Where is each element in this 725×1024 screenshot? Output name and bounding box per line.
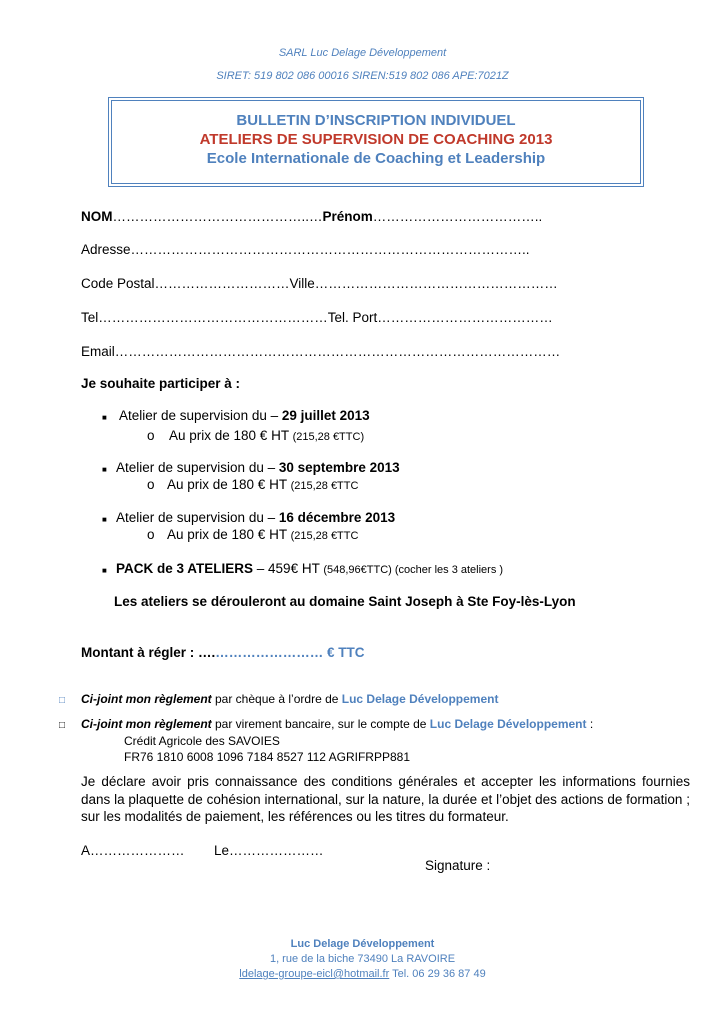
amount-label: Montant à régler : …. — [81, 645, 216, 660]
signature-label: Signature : — [425, 858, 491, 873]
location-note: Les ateliers se dérouleront au domaine Saint Joseph à Ste Foy-lès-Lyon — [114, 594, 576, 609]
workshop-1-option[interactable] — [102, 408, 370, 423]
footer-address: 1, rue de la biche 73490 La RAVOIRE — [269, 953, 456, 965]
checkbox-icon[interactable]: ■ — [102, 465, 107, 474]
bullet-icon: o — [147, 527, 155, 542]
workshop-1-price — [147, 428, 364, 443]
company-name: Luc Delage Développement — [310, 47, 447, 59]
workshop-3-price-ht: Au prix de 180 € HT — [167, 527, 291, 542]
nom-label: NOM — [81, 209, 113, 224]
workshop-2-option[interactable] — [102, 460, 400, 475]
name-field[interactable] — [81, 209, 542, 224]
workshop-1-price-ttc: (215,28 €TTC) — [292, 431, 365, 443]
pack-label: PACK de 3 ATELIERS — [116, 561, 254, 576]
footer-phone: Tel. 06 29 36 87 49 — [389, 968, 486, 980]
cheque-company: Luc Delage Développement — [341, 692, 499, 706]
bullet-icon: o — [147, 428, 155, 443]
address-field[interactable]: Adresse…………………………………………………………………………….. — [81, 242, 530, 257]
iban: FR76 1810 6008 1096 7184 8527 112 AGRIFRPP881 — [124, 750, 410, 764]
pack-price: – 459€ HT — [253, 561, 324, 576]
place-field[interactable]: A………………… — [81, 843, 185, 858]
footer-company: Luc Delage Développement — [290, 938, 435, 950]
bank-name: Crédit Agricole des SAVOIES — [124, 734, 280, 748]
workshop-3-option[interactable] — [102, 510, 395, 525]
workshop-2-price — [147, 477, 358, 492]
workshop-2-price-ttc: (215,28 €TTC — [290, 480, 359, 492]
footer-email-link[interactable]: ldelage-groupe-eicl@hotmail.fr — [239, 968, 390, 980]
checkbox-icon[interactable]: □ — [59, 695, 66, 706]
pack-note: (548,96€TTC) (cocher les 3 ateliers ) — [323, 564, 504, 576]
workshop-1-price-ht: Au prix de 180 € HT — [169, 428, 293, 443]
transfer-company: Luc Delage Développement — [429, 717, 587, 731]
company-line — [0, 47, 725, 59]
transfer-text: par virement bancaire, sur le compte de — [211, 717, 430, 731]
title-line-1: BULLETIN D’INSCRIPTION INDIVIDUEL — [236, 112, 516, 129]
transfer-label: Ci-joint mon règlement — [81, 717, 212, 731]
phone-field[interactable]: Tel……………………………………………Tel. Port………………………………… — [81, 310, 553, 325]
cheque-label: Ci-joint mon règlement — [81, 692, 212, 706]
prenom-dots[interactable]: ……………………………….. — [372, 209, 543, 224]
prenom-label: Prénom — [322, 209, 373, 224]
workshop-3-date: 16 décembre 2013 — [278, 510, 396, 525]
postal-city-field[interactable]: Code Postal…………………………Ville……………………………………………… — [81, 276, 558, 291]
amount-line[interactable] — [81, 645, 365, 660]
amount-value[interactable]: …………………… € TTC — [215, 645, 365, 660]
title-line-2: ATELIERS DE SUPERVISION DE COACHING 2013 — [199, 131, 553, 148]
title-line-3: Ecole Internationale de Coaching et Leadership — [206, 150, 546, 167]
payment-transfer-option[interactable] — [59, 717, 593, 731]
nom-dots[interactable]: ……………………………………..… — [112, 209, 323, 224]
workshop-1-label: Atelier de supervision du – — [116, 408, 282, 423]
date-field[interactable]: Le………………… — [214, 843, 324, 858]
bullet-icon: o — [147, 477, 155, 492]
workshop-3-price — [147, 527, 358, 542]
pack-option[interactable] — [102, 561, 503, 576]
workshop-2-date: 30 septembre 2013 — [278, 460, 400, 475]
declaration-text: Je déclare avoir pris connaissance des conditions générales et accepter les informations fournies dans la plaquette de cohésion international, sur la nature, la durée et l’objet des actions de formation ; sur les modalités de paiement, les références ou les titres du formateur. — [81, 774, 690, 824]
checkbox-icon[interactable]: ■ — [102, 566, 107, 575]
workshop-3-price-ttc: (215,28 €TTC — [290, 530, 359, 542]
workshop-2-price-ht: Au prix de 180 € HT — [167, 477, 291, 492]
registration-line: SIRET: 519 802 086 00016 SIREN:519 802 086 APE:7021Z — [216, 70, 509, 82]
workshop-3-label: Atelier de supervision du – — [116, 510, 279, 525]
transfer-colon: : — [586, 717, 594, 731]
cheque-text: par chèque à l’ordre de — [211, 692, 342, 706]
checkbox-icon[interactable]: □ — [59, 720, 66, 731]
checkbox-icon[interactable]: ■ — [102, 515, 107, 524]
email-field[interactable]: Email……………………………………………………………………………………… — [81, 344, 561, 359]
company-prefix: SARL — [278, 47, 311, 59]
participation-heading: Je souhaite participer à : — [81, 376, 241, 391]
workshop-2-label: Atelier de supervision du – — [116, 460, 279, 475]
checkbox-icon[interactable]: ■ — [102, 413, 107, 422]
workshop-1-date: 29 juillet 2013 — [281, 408, 370, 423]
payment-cheque-option[interactable] — [59, 692, 498, 706]
footer-contact — [0, 968, 725, 980]
